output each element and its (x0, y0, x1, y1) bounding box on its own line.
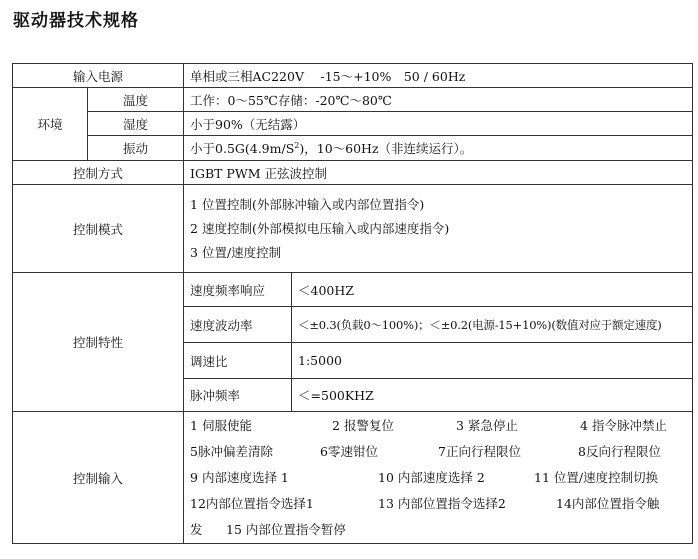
table-row (13, 185, 693, 273)
input-item: 发 (190, 521, 203, 537)
input-item: 13 内部位置指令选择2 (378, 495, 506, 511)
char-label: 调速比 (184, 343, 292, 379)
input-item: 2 报警复位 (332, 417, 394, 433)
sub-label-vibration: 振动 (88, 136, 184, 161)
vibration-sup: 2 (294, 140, 300, 150)
vibration-text-b: )，10～60Hz（非连续运行）。 (299, 141, 473, 156)
input-item: 4 指令脉冲禁止 (580, 417, 667, 433)
input-line (190, 413, 686, 439)
input-item: 3 紧急停止 (456, 417, 518, 433)
input-item: 9 内部速度选择 1 (190, 469, 289, 485)
row-label-control-input: 控制输入 (13, 412, 184, 544)
sub-value-vibration (184, 136, 693, 161)
input-item: 1 伺服使能 (190, 417, 252, 433)
input-item: 11 位置/速度控制切换 (534, 469, 659, 485)
char-label: 速度频率响应 (184, 273, 292, 307)
mode-line: 1 位置控制(外部脉冲输入或内部位置指令) (190, 196, 425, 212)
input-item: 6零速钳位 (320, 443, 378, 459)
input-item: 7正向行程限位 (438, 443, 521, 459)
row-label-control-method: 控制方式 (13, 161, 184, 185)
row-value-control-mode (184, 185, 693, 273)
sub-value-temp: 工作：0～55℃存储：-20℃～80℃ (184, 88, 693, 112)
sub-label-humidity: 湿度 (88, 112, 184, 136)
input-item: 10 内部速度选择 2 (378, 469, 485, 485)
row-value-control-input (184, 412, 693, 544)
row-label-control-char: 控制特性 (13, 273, 184, 412)
char-value: ＜±0.3(负载0～100%)；＜±0.2(电源-15+10%)(数值对应于额定速度) (292, 307, 693, 343)
input-item: 8反向行程限位 (578, 443, 661, 459)
input-line (190, 439, 686, 465)
char-label: 脉冲频率 (184, 379, 292, 412)
row-label-env: 环境 (13, 88, 88, 161)
vibration-text-a: 小于0.5G(4.9m/S (190, 141, 295, 156)
char-value: 1:5000 (292, 343, 693, 379)
input-item: 5脉冲偏差清除 (190, 443, 273, 459)
sub-label-temp: 温度 (88, 88, 184, 112)
mode-line: 2 速度控制(外部模拟电压输入或内部速度指令) (190, 220, 450, 236)
char-value: ＜400HZ (292, 273, 693, 307)
spec-table (12, 63, 693, 544)
page-title: 驱动器技术规格 (13, 11, 139, 31)
table-row (13, 273, 693, 307)
input-line (190, 465, 686, 491)
mode-line: 3 位置/速度控制 (190, 244, 282, 260)
table-row (13, 412, 693, 544)
table-row (13, 136, 693, 161)
table-row (13, 64, 693, 88)
table-row (13, 112, 693, 136)
row-value-control-method: IGBT PWM 正弦波控制 (184, 161, 693, 185)
input-line (190, 491, 686, 517)
table-row (13, 88, 693, 112)
input-line (190, 517, 686, 543)
char-label: 速度波动率 (184, 307, 292, 343)
input-item: 15 内部位置指令暂停 (226, 521, 346, 537)
row-label-power: 输入电源 (13, 64, 184, 88)
sub-value-humidity: 小于90%（无结露） (184, 112, 693, 136)
input-item: 12内部位置指令选择1 (190, 495, 314, 511)
row-label-control-mode: 控制模式 (13, 185, 184, 273)
table-row (13, 161, 693, 185)
char-value: ＜=500KHZ (292, 379, 693, 412)
input-item: 14内部位置指令触 (556, 495, 660, 511)
row-value-power: 单相或三相AC220V -15～+10% 50 / 60Hz (184, 64, 693, 88)
